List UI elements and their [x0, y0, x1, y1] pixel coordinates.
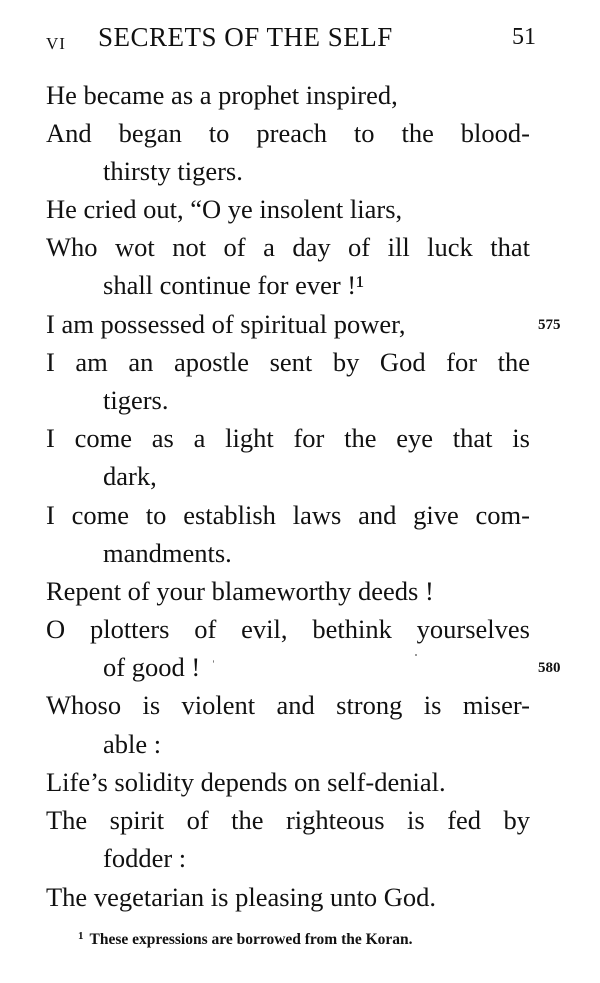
verse-line-continuation: tigers. [103, 385, 169, 415]
verse-line: Whoso is violent and strong is miser- [46, 690, 530, 720]
verse-line: O plotters of evil, bethink yourselves [46, 614, 530, 644]
verse-line: I come to establish laws and give com- [46, 500, 530, 530]
verse-line: The vegetarian is pleasing unto God. [46, 882, 437, 912]
verse-line: He became as a prophet inspired, [46, 80, 398, 110]
print-speck [213, 660, 214, 663]
footnote [78, 930, 413, 949]
page-title: SECRETS OF THE SELF [98, 22, 393, 52]
chapter-number: VI [46, 34, 66, 53]
verse-line: The spirit of the righteous is fed by [46, 805, 530, 835]
verse-line: He cried out, “O ye insolent liars, [46, 194, 403, 224]
verse-line-continuation: thirsty tigers. [103, 156, 243, 186]
running-header [46, 22, 536, 62]
print-speck [415, 654, 417, 656]
verse-line-continuation: fodder : [103, 843, 187, 873]
footnote-text: These expressions are borrowed from the Koran. [89, 931, 413, 948]
verse-line: Who wot not of a day of ill luck that [46, 232, 530, 262]
verse-line: Repent of your blameworthy deeds ! [46, 576, 434, 606]
line-number-marker: 575 [538, 317, 561, 333]
verse-line: I am possessed of spiritual power, [46, 309, 406, 339]
page-number: 51 [512, 24, 536, 50]
verse-line: I come as a light for the eye that is [46, 423, 530, 453]
line-number-marker: 580 [538, 660, 561, 676]
verse-line: I am an apostle sent by God for the [46, 347, 530, 377]
verse-line: Life’s solidity depends on self-denial. [46, 767, 446, 797]
verse-line: And began to preach to the blood- [46, 118, 530, 148]
verse-line-continuation: mandments. [103, 538, 232, 568]
verse-line-continuation: dark, [103, 461, 157, 491]
verse-line-continuation: able : [103, 729, 162, 759]
verse-line-continuation: of good ! [103, 652, 201, 682]
footnote-mark: 1 [78, 930, 84, 942]
verse-line-continuation: shall continue for ever !¹ [103, 270, 365, 300]
